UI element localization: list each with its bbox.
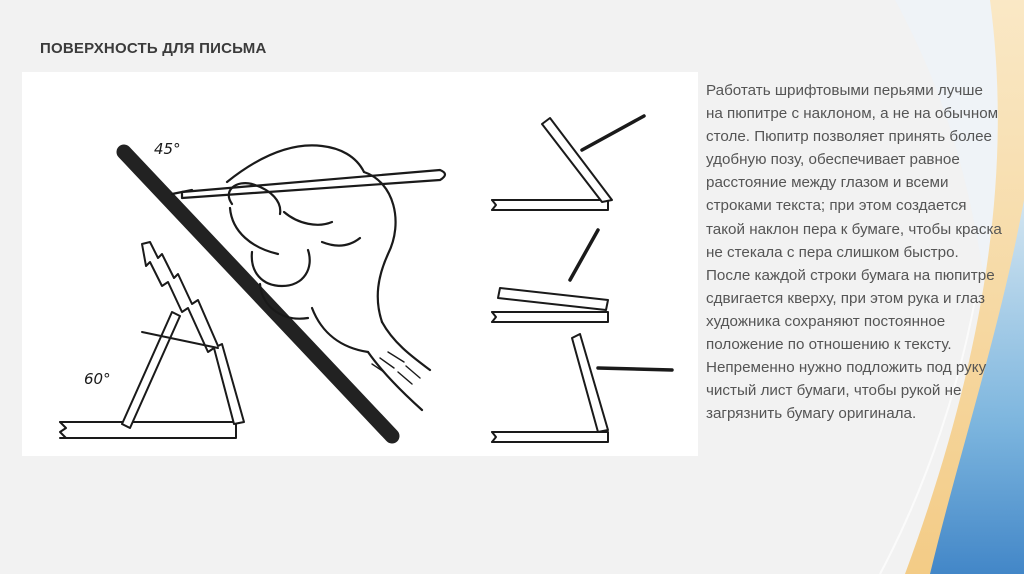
desk-diagram-1 [492,116,644,210]
angle-45-label: 45° [154,140,181,158]
slide-title: ПОВЕРХНОСТЬ ДЛЯ ПИСЬМА [40,40,267,57]
body-text [706,79,1002,425]
writing-desk-illustration [22,72,698,456]
desk-60-drawing [60,242,244,438]
angle-60-label: 60° [84,370,111,388]
desk-diagram-2 [492,230,608,322]
hand-with-pen-icon [172,145,445,410]
desk-diagram-3 [492,334,672,442]
body-paragraph-1: Работать шрифтовыми перьями лучше на пюпитре с наклоном, а не на обычном столе. Пюпитр позволяет принять более удобную позу, обеспечивает равное расстояние между глазом и всеми строками текста; при этом создается такой наклон пера к бумаге, чтобы краска не стекала с пера слишком быстро. [706,82,1002,261]
illustration-panel [22,72,698,456]
body-paragraph-2: После каждой строки бумага на пюпитре сдвигается кверху, при этом рука и глаз художника сохраняют постоянное положение по отношению к тексту. Непременно нужно подложить под руку чистый лист бумаги, чтобы рукой не загрязнить бумагу оригинала. [706,266,995,423]
